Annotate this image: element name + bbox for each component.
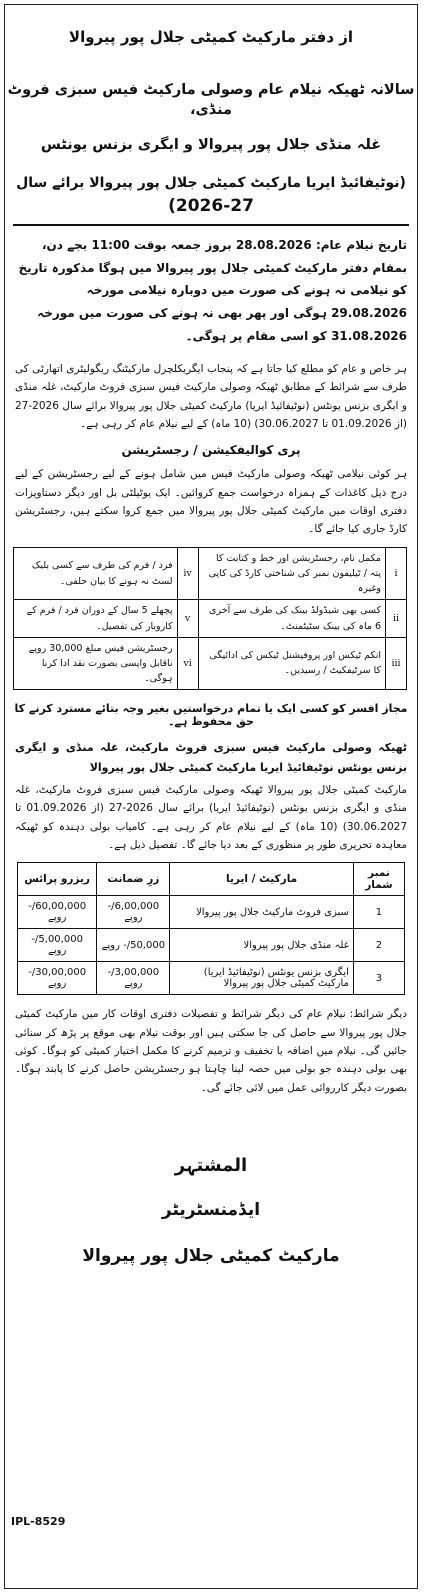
auction-date-block [5,226,417,348]
terms-paragraph: دیگر شرائط: نیلام عام کی دیگر شرائط و تفصیلات دفتری اوقات کار میں مارکیٹ کمیٹی جلال پور پیروالا سے حاصل کی جا سکتی ہیں اور بوقت نیلام بھی موقع پر پڑھ کر سنائی جائیں گی۔ نیلام میں اضافہ یا تخفیف و ترمیم کرنے کا مکمل اختیار کمیٹی کو ہوگا۔ کوئی بھی بولی دہندہ جو بولی میں حصہ لینا چاہتا ہو رجسٹریشن حاصل کرنے کا پابند ہوگا۔ بصورت دیگر کارروائی عمل میں لائی جائے گی۔ [15,1008,407,1094]
table-row [18,896,405,929]
doc-number: vi [177,637,198,690]
footer-organization: مارکیٹ کمیٹی جلال پور پیروالا [82,1246,340,1267]
document-row [14,547,407,600]
doc-text: فرد / فرم کی طرف سے کسی بلیک لسٹ نہ ہونے کا بیان حلفی۔ [14,547,178,600]
header-line-market: غلہ منڈی جلال پور پیروالا و ایگری بزنس یونٹس [40,137,382,154]
auction-rest3: کو اسی مقام پر ہوگی۔ [185,328,327,343]
table-row [18,929,405,962]
col-deposit: زرِ ضمانت [97,863,170,896]
header-year: 2026-27) [168,195,254,216]
table-row [18,962,405,995]
deposit-cell: 3,00,000/- روپے [97,962,170,995]
document-row [14,637,407,690]
auction-date: 28.08.2026 [235,237,312,252]
auction-time: 11:00 [91,237,130,252]
intro-paragraph: ہر خاص و عام کو مطلع کیا جاتا ہے کہ پنجاب ایگریکلچرل مارکیٹنگ ریگولیٹری اتھارٹی کی طرف سے شرائط کے مطابق ٹھیکہ وصولی مارکیٹ فیس سبزی فروٹ مارکیٹ، غلہ منڈی و ایگری بزنس یونٹس (نوٹیفائیڈ ایریا) مارکیٹ کمیٹی جلال پور پیروالا برائے سال 2026-27 (از 01.09.2026 تا 30.06.2027) (10 ماہ) کے لیے نیلام عام کر رہی ہے۔ [15,362,407,430]
documents-table [13,547,407,691]
col-reserve: ریزرو پرائس [18,863,97,896]
table-header-row [18,863,405,896]
doc-text: کسی بھی شیڈولڈ بینک کی طرف سے آخری 6 ماہ کی بینک سٹیٹمنٹ۔ [198,600,385,637]
reserve-cell: 30,00,000/- روپے [18,962,97,995]
doc-text: پچھلے 5 سال کے دوران فرد / فرم کے کاروبار کی تفصیل۔ [14,600,178,637]
doc-number: iii [386,637,407,690]
document-row [14,600,407,637]
ipl-code: IPL-8529 [11,1515,66,1528]
header-line-office: از دفتر مارکیٹ کمیٹی جلال پور پیروالا [68,28,354,46]
reserve-cell: 60,00,000/- روپے [18,896,97,929]
header-line-notified: (نوٹیفائیڈ ایریا مارکیٹ کمیٹی جلال پور پیروالا برائے سال [16,174,406,191]
prequal-title: پری کوالیفکیشن / رجسٹریشن [121,443,301,458]
notice-page [4,4,418,1589]
reserve-note: مجاز افسر کو کسی ایک یا تمام درخواستیں بغیر وجہ بتائے مسترد کرنے کا حق محفوظ ہے۔ [14,702,408,729]
doc-number: i [386,547,407,600]
serial-cell: 2 [353,929,404,962]
auction-rest2: ہوگی اور پھر بھی نہ ہونے کی صورت میں مورخہ [37,306,327,321]
doc-text: مکمل نام، رجسٹریشن اور خط و کتابت کا پتہ / ٹیلیفون نمبر کی شناختی کارڈ کی کاپی وغیرہ [198,547,385,600]
area-cell: ایگری بزنس یونٹس (نوٹیفائیڈ ایریا) مارکیٹ کمیٹی جلال پور پیروالا [170,962,354,995]
doc-text: رجسٹریشن فیس مبلغ 30,000 روپے ناقابل واپسی بصورت نقد ادا کرنا ہوگی۔ [14,637,178,690]
reserve-price-table [17,862,405,995]
deposit-cell: 6,00,000/- روپے [97,896,170,929]
prequal-paragraph: ہر کوئی نیلامی ٹھیکہ وصولی مارکیٹ فیس میں شامل ہونے کے لیے رجسٹریشن کے لیے درج ذیل کاغذات کے ہمراہ درخواست جمع کروائیں۔ ایک یوٹیلٹی بل اور دیگر دستاویزات دفتری اوقات میں مارکیٹ کمیٹی جلال پور پیروالا میں جمع کروا سکتے ہیں، رجسٹریشن کارڈ جاری کیا جائے گا۔ [15,468,407,536]
reserve-cell: 5,00,000/- روپے [18,929,97,962]
header-line-auction: سالانہ ٹھیکہ نیلام عام وصولی مارکیٹ فیس سبزی فروٹ منڈی، [7,82,415,118]
serial-cell: 1 [353,896,404,929]
doc-number: v [177,600,198,637]
doc-number: ii [386,600,407,637]
year-text: 2026-27 [175,195,254,216]
col-area: مارکیٹ / ایریا [170,863,354,896]
auction-day: بروز جمعہ بوقت [133,237,232,252]
col-serial: نمبر شمار [353,863,404,896]
footer-administrator: ایڈمنسٹریٹر [161,1200,261,1221]
doc-number: iv [177,547,198,600]
serial-cell: 3 [353,962,404,995]
area-cell: سبزی فروٹ مارکیٹ جلال پور پیروالا [170,896,354,929]
area-cell: غلہ منڈی جلال پور پیروالا [170,929,354,962]
footer-advertiser: المشتہر [174,1155,248,1177]
contract-paragraph: مارکیٹ کمیٹی جلال پور پیروالا ٹھیکہ وصولی مارکیٹ فیس سبزی فروٹ مارکیٹ، غلہ منڈی و ایگری بزنس یونٹس (نوٹیفائیڈ ایریا) برائے سال 2026-27 (از 01.09.2026 تا 30.06.2027) (10 ماہ) کے لیے نیلام عام کر رہی ہے۔ کامیاب بولی دہندہ کو ٹھیکہ معاہدہ تحریری طور پر منظوری کے بعد دیا جائے گا۔ تفصیل ذیل ہے۔ [15,783,407,851]
auction-label: تاریخ نیلام عام: [315,237,407,252]
auction-rest: بجے دن، بمقام دفتر مارکیٹ کمیٹی جلال پور پیروالا میں ہوگا مذکورہ تاریخ کو نیلامی نہ ہونے کی صورت میں دوبارہ نیلامی مورخہ [18,237,407,298]
deposit-cell: 50,000/- روپے [97,929,170,962]
auction-date3: 31.08.2026 [331,328,407,343]
doc-text: انکم ٹیکس اور پروفیشنل ٹیکس کی ادائیگی کا سرٹیفکیٹ / رسیدیں۔ [198,637,385,690]
auction-date2: 29.08.2026 [331,306,407,321]
contract-title: ٹھیکہ وصولی مارکیٹ فیس سبزی فروٹ مارکیٹ، غلہ منڈی و ایگری بزنس یونٹس نوٹیفائیڈ ایریا مارکیٹ کمیٹی جلال پور پیروالا [15,741,407,774]
